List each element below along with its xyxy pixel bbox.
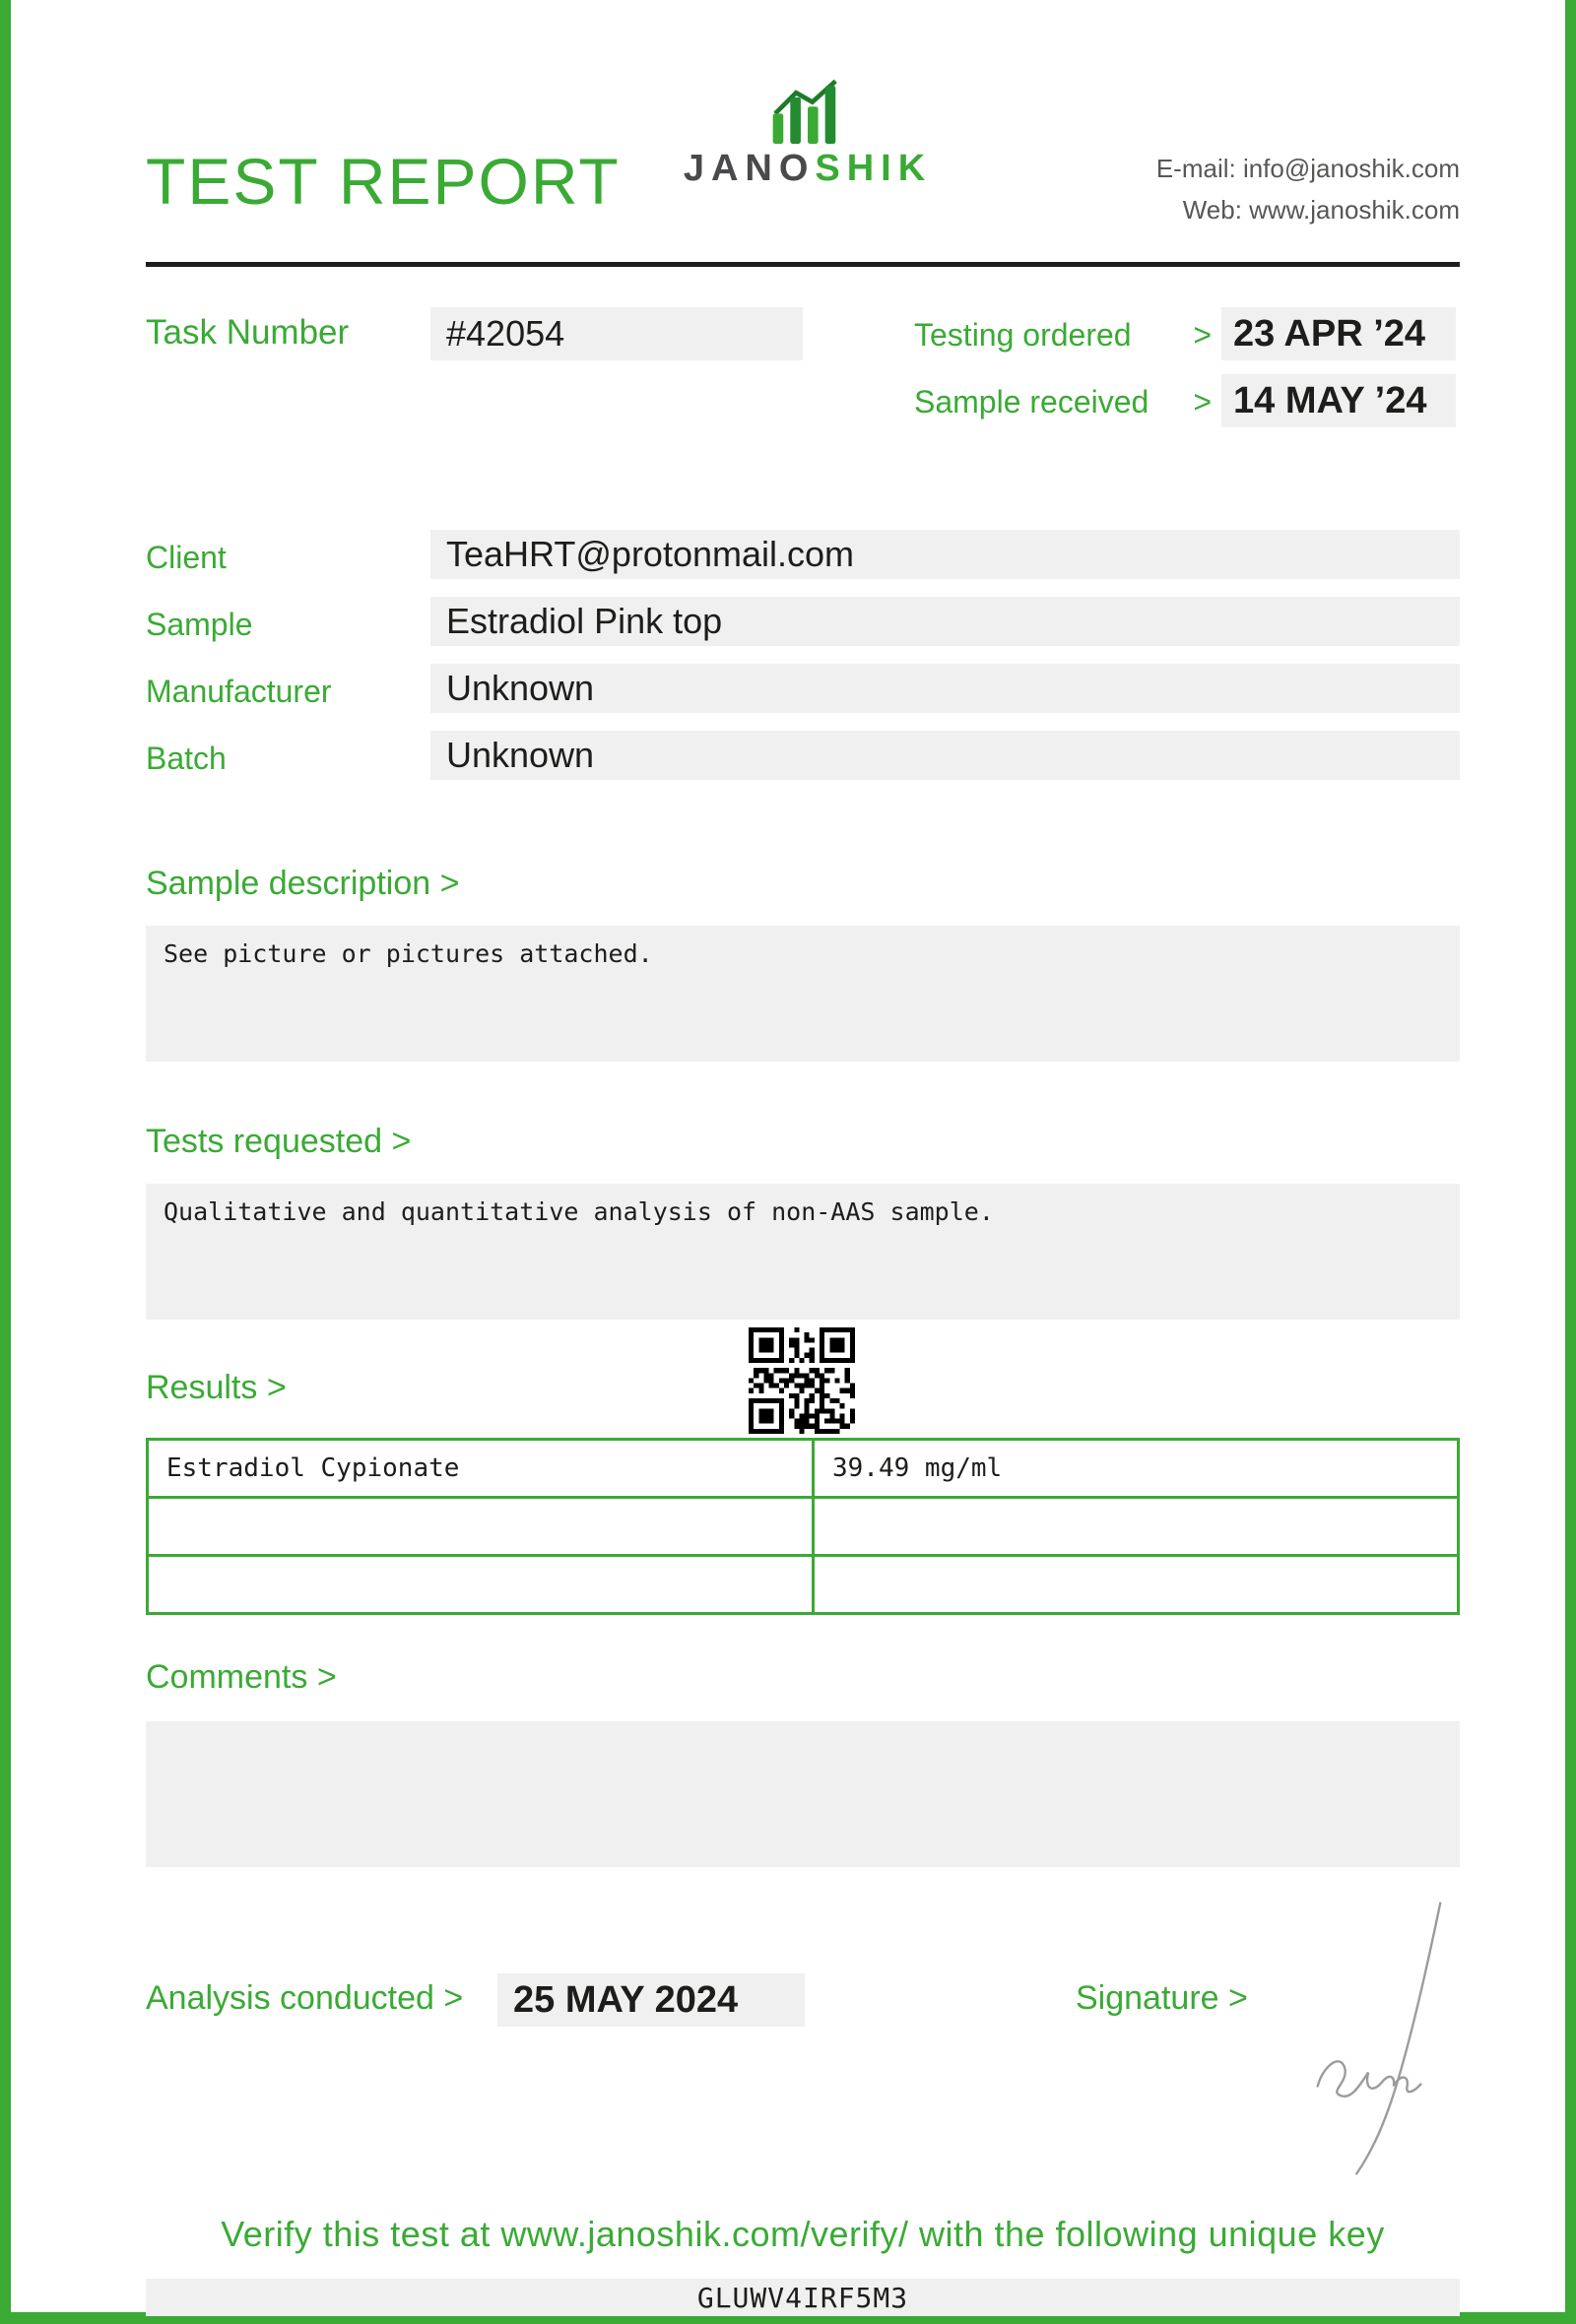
results-heading: Results > (146, 1369, 287, 1406)
verify-key: GLUWV4IRF5M3 (146, 2279, 1460, 2316)
chevron-icon: > (1193, 384, 1212, 420)
page-border-left (0, 0, 11, 2324)
sample-value: Estradiol Pink top (430, 597, 1460, 646)
logo (650, 79, 965, 190)
sample-description-box: See picture or pictures attached. (146, 926, 1460, 1062)
testing-ordered-text: Testing ordered (914, 317, 1132, 353)
sample-received-value: 14 MAY ’24 (1221, 374, 1456, 427)
sample-received-label (914, 384, 1212, 420)
page-title: TEST REPORT (146, 145, 621, 218)
signature-image (1292, 1897, 1458, 2180)
batch-label: Batch (146, 741, 227, 776)
tests-requested-box: Qualitative and quantitative analysis of non-AAS sample. (146, 1184, 1460, 1320)
logo-shik: SHIK (815, 148, 933, 189)
comments-box (146, 1721, 1460, 1867)
result-substance: Estradiol Cypionate (148, 1440, 814, 1498)
manufacturer-label: Manufacturer (146, 674, 332, 709)
header-divider (146, 262, 1460, 267)
client-label: Client (146, 540, 227, 575)
comments-heading: Comments > (146, 1658, 337, 1696)
verify-instructions: Verify this test at www.janoshik.com/verify/ with the following unique key (221, 2214, 1385, 2254)
tests-requested-heading: Tests requested > (146, 1123, 412, 1160)
contact-web: Web: www.janoshik.com (1182, 195, 1460, 225)
manufacturer-value: Unknown (430, 664, 1460, 713)
table-row (148, 1498, 1459, 1556)
task-number-label: Task Number (146, 313, 350, 352)
testing-ordered-label (914, 317, 1212, 354)
sample-label: Sample (146, 607, 253, 642)
batch-value: Unknown (430, 731, 1460, 780)
table-row (148, 1556, 1459, 1614)
qr-code (749, 1327, 855, 1434)
result-value (814, 1498, 1459, 1556)
result-value (814, 1556, 1459, 1614)
result-substance (148, 1556, 814, 1614)
table-row (148, 1440, 1459, 1498)
logo-chart-icon (770, 79, 845, 144)
sample-description-heading: Sample description > (146, 865, 460, 902)
page-border-right (1565, 0, 1576, 2324)
task-number-value: #42054 (430, 307, 803, 360)
results-table (146, 1438, 1460, 1615)
logo-wordmark (650, 148, 965, 190)
analysis-conducted-value: 25 MAY 2024 (497, 1973, 805, 2027)
result-substance (148, 1498, 814, 1556)
chevron-icon: > (1193, 317, 1212, 353)
contact-info (1156, 148, 1460, 230)
contact-email: E-mail: info@janoshik.com (1155, 154, 1460, 183)
analysis-conducted-label: Analysis conducted > (146, 1979, 464, 2017)
testing-ordered-value: 23 APR ’24 (1221, 307, 1456, 360)
logo-jano: JANO (683, 148, 816, 189)
signature-label: Signature > (1076, 1979, 1248, 2017)
result-value: 39.49 mg/ml (814, 1440, 1459, 1498)
client-value: TeaHRT@protonmail.com (430, 530, 1460, 579)
sample-received-text: Sample received (914, 384, 1149, 420)
